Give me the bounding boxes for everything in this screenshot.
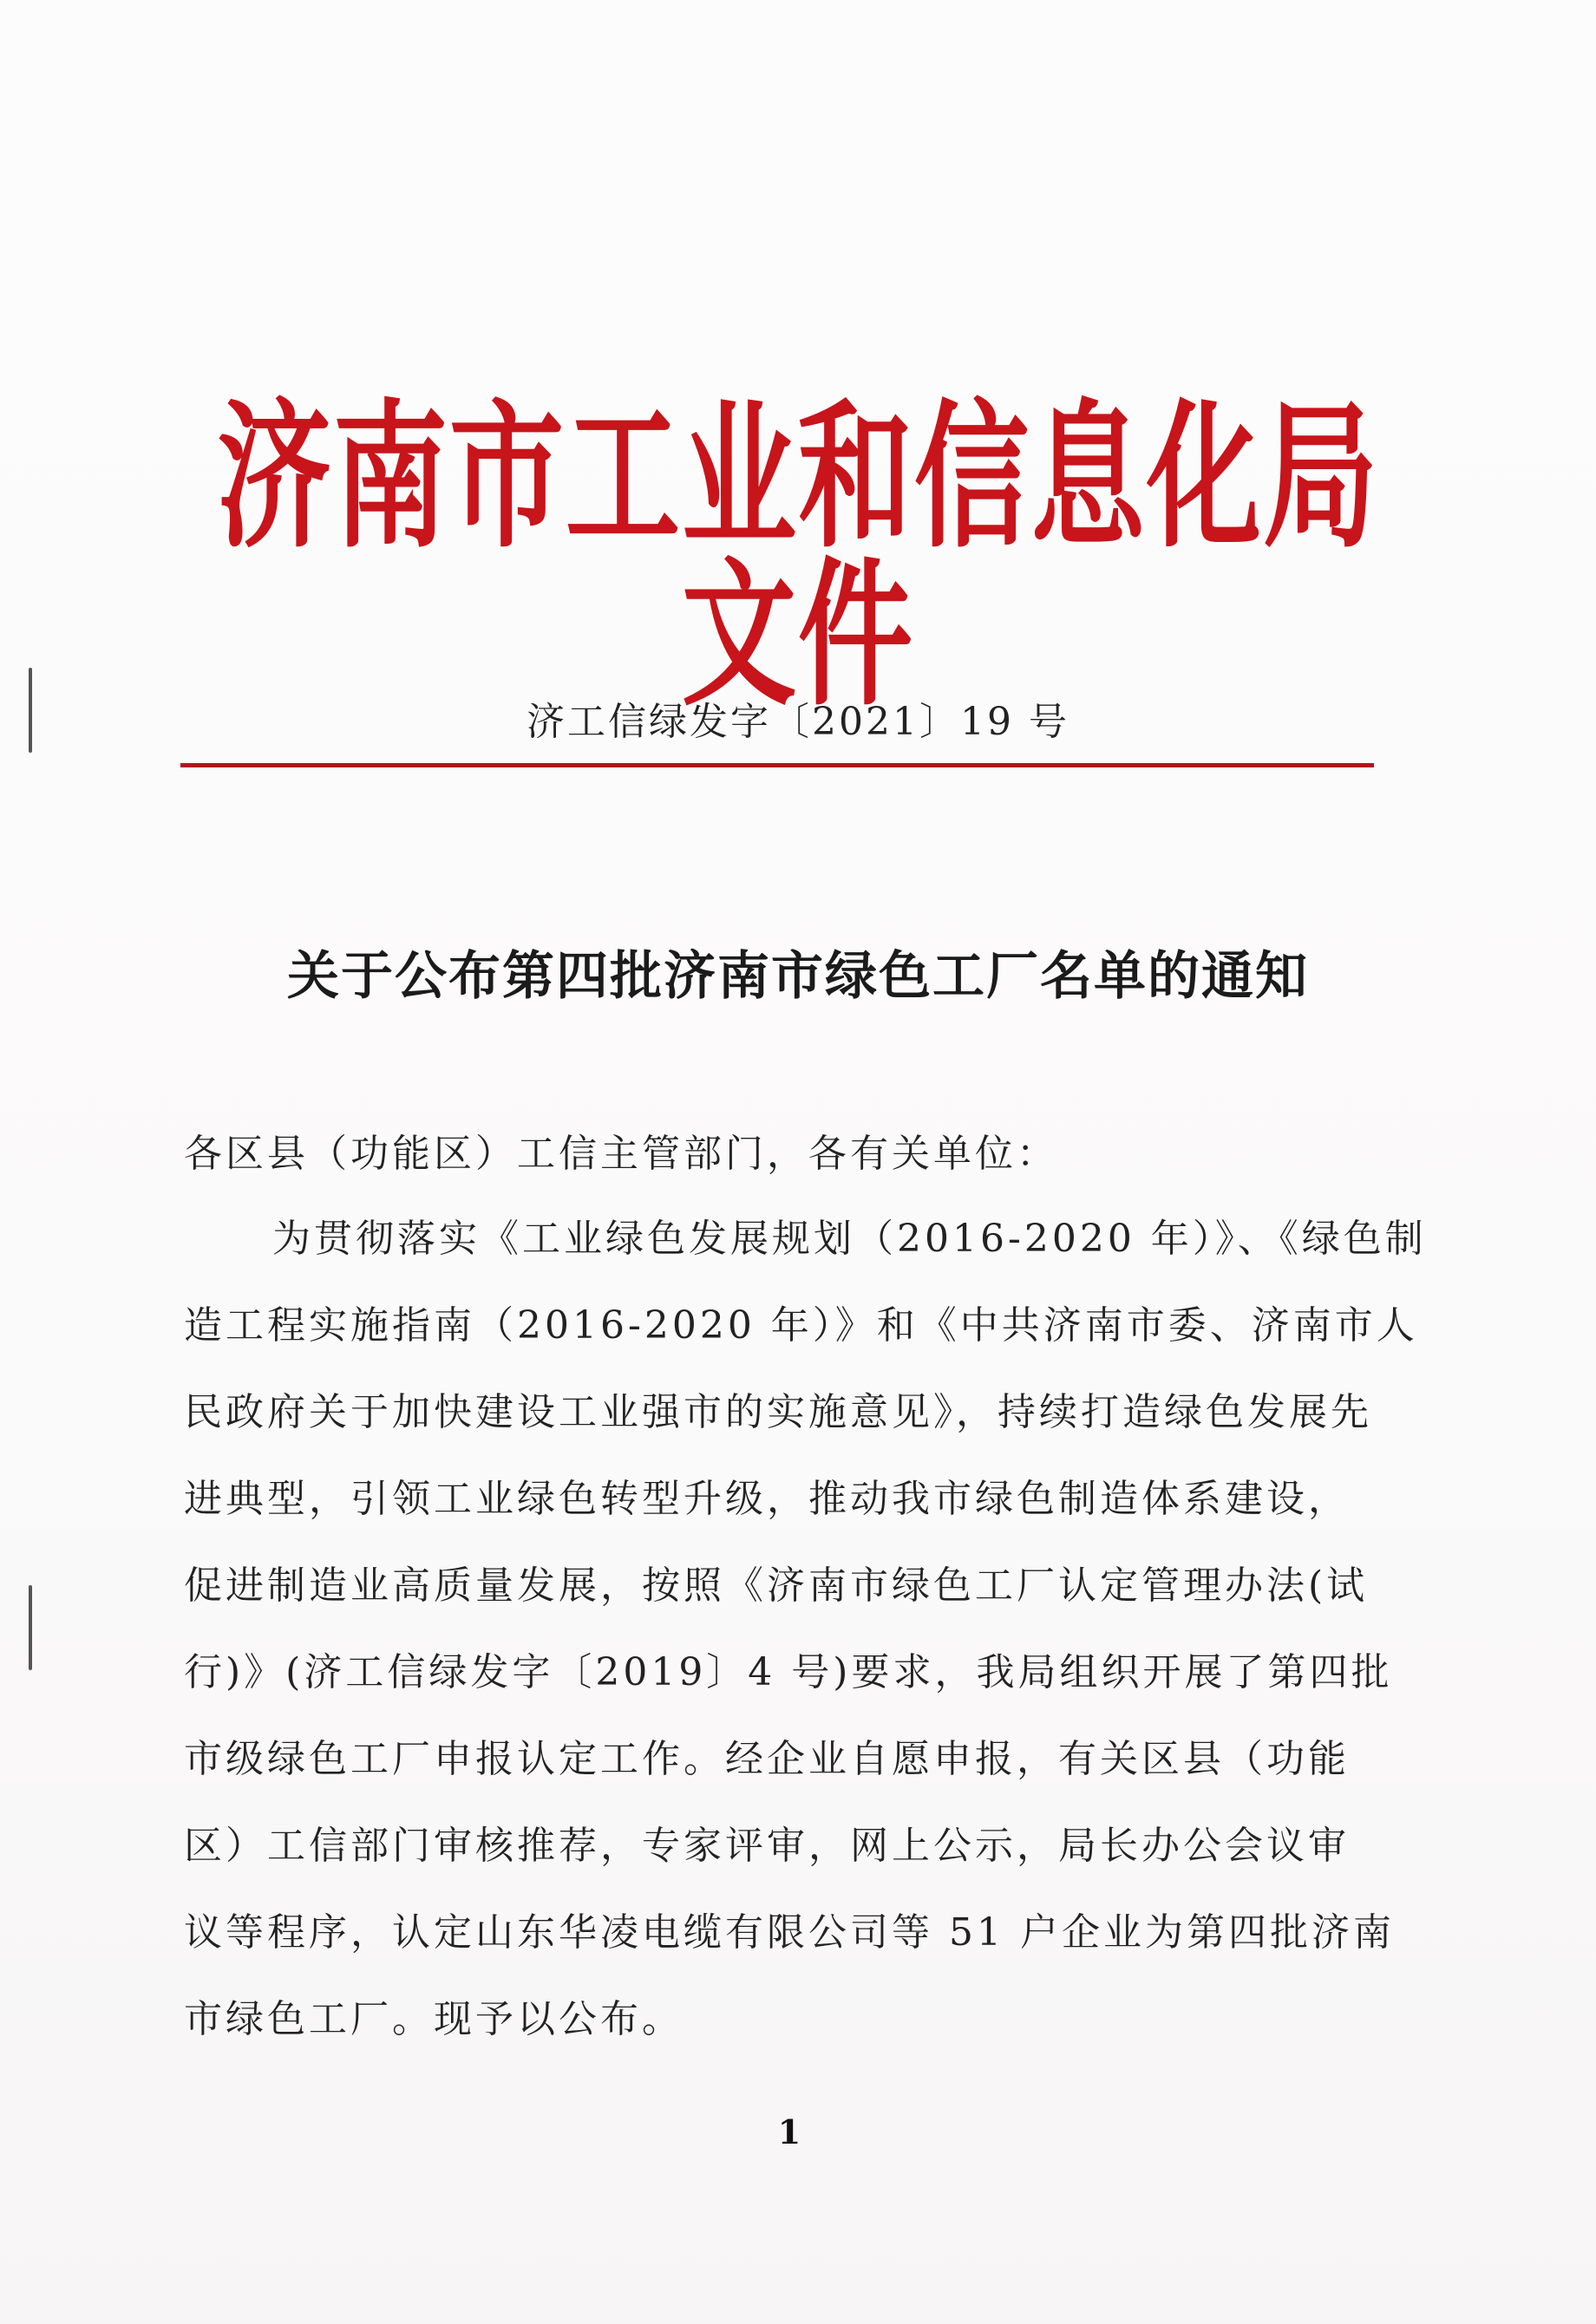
- body-line: 为贯彻落实《工业绿色发展规划（2016-2020 年）》、《绿色制: [272, 1217, 1427, 1261]
- issuer-masthead: 济南市工业和信息化局文件: [217, 384, 1379, 728]
- body-line: 进典型，引领工业绿色转型升级，推动我市绿色制造体系建设，: [184, 1477, 1350, 1521]
- body-line: 行)》(济工信绿发字〔2019〕4 号)要求，我局组织开展了第四批: [184, 1650, 1393, 1694]
- binding-mark-top: [29, 668, 32, 753]
- red-divider-rule: [180, 763, 1374, 767]
- document-number: 济工信绿发字〔2021〕19 号: [527, 700, 1069, 744]
- body-line: 民政府关于加快建设工业强市的实施意见》，持续打造绿色发展先: [184, 1390, 1372, 1434]
- body-line: 议等程序，认定山东华凌电缆有限公司等 51 户企业为第四批济南: [184, 1910, 1395, 1955]
- salutation: 各区县（功能区）工信主管部门，各有关单位：: [184, 1132, 1058, 1176]
- body-line: 市绿色工厂。现予以公布。: [184, 1997, 684, 2041]
- page-number: 1: [777, 2112, 801, 2151]
- body-line: 促进制造业高质量发展，按照《济南市绿色工厂认定管理办法(试: [184, 1563, 1369, 1608]
- body-line: 造工程实施指南（2016-2020 年）》和《中共济南市委、济南市人: [184, 1303, 1418, 1348]
- body-line: 市级绿色工厂申报认定工作。经企业自愿申报，有关区县（功能: [184, 1737, 1350, 1781]
- notice-title: 关于公布第四批济南市绿色工厂名单的通知: [287, 946, 1309, 1007]
- body-line: 区）工信部门审核推荐，专家评审，网上公示，局长办公会议审: [184, 1824, 1350, 1868]
- binding-mark-middle: [29, 1585, 32, 1670]
